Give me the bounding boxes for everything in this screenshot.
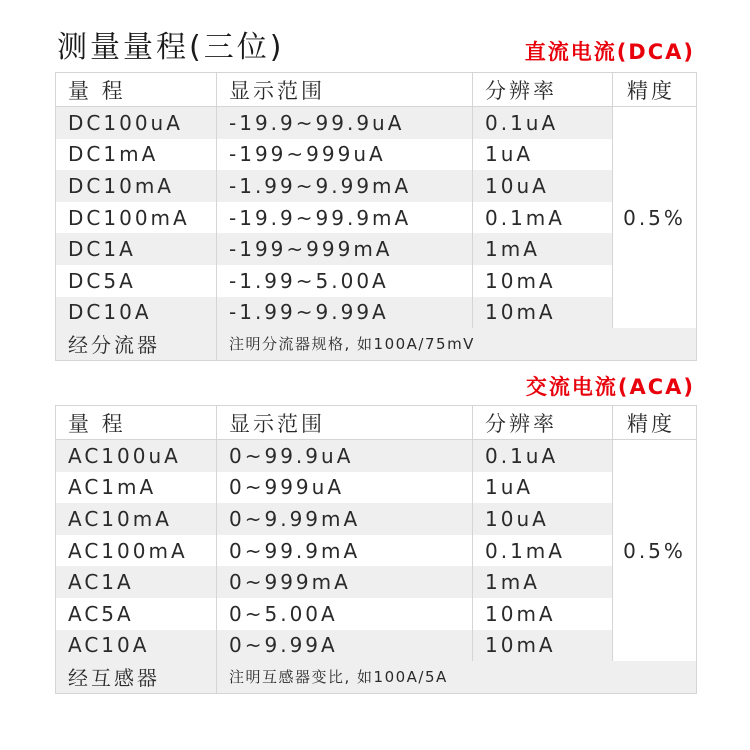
display-range-cell: 0~99.9uA bbox=[217, 440, 473, 472]
page-title: 测量量程(三位) bbox=[57, 30, 285, 65]
resolution-cell: 10uA bbox=[473, 170, 613, 202]
range-cell: AC5A bbox=[68, 601, 134, 626]
table-header-row bbox=[56, 406, 697, 440]
range-cell: DC1A bbox=[56, 233, 217, 265]
resolution-cell: 0.1uA bbox=[473, 107, 613, 139]
footer-note: 注明互感器变比, 如100A/5A bbox=[217, 661, 697, 693]
range-cell: DC10A bbox=[56, 297, 217, 329]
range-cell: AC1mA bbox=[68, 475, 157, 500]
header-accuracy: 精度 bbox=[613, 73, 697, 107]
ac-section-title: 交流电流(ACA) bbox=[525, 375, 695, 399]
display-range-cell: 0~999uA bbox=[217, 472, 473, 504]
range-cell: DC5A bbox=[68, 268, 136, 293]
display-range-cell: 0~999mA bbox=[217, 566, 473, 598]
resolution-cell: 10mA bbox=[473, 598, 613, 630]
range-cell: DC1mA bbox=[68, 142, 159, 167]
table-row bbox=[56, 297, 697, 329]
table-row bbox=[56, 170, 697, 202]
resolution-cell: 1mA bbox=[473, 233, 613, 265]
accuracy-cell: 0.5% bbox=[613, 440, 697, 662]
table-row bbox=[56, 535, 697, 567]
header-accuracy: 精度 bbox=[613, 406, 697, 440]
display-range-cell: -199~999uA bbox=[217, 139, 473, 171]
resolution-cell: 10uA bbox=[473, 503, 613, 535]
resolution-cell: 10mA bbox=[473, 297, 613, 329]
table-row bbox=[56, 598, 697, 630]
table-row bbox=[56, 139, 697, 171]
table-row bbox=[56, 440, 697, 472]
display-range-cell: -1.99~9.99mA bbox=[217, 170, 473, 202]
display-range-cell: 0~5.00A bbox=[217, 598, 473, 630]
resolution-cell: 1uA bbox=[473, 139, 613, 171]
resolution-cell: 1uA bbox=[473, 472, 613, 504]
table-row bbox=[56, 265, 697, 297]
range-cell: AC10A bbox=[56, 630, 217, 662]
range-cell: DC100mA bbox=[68, 205, 190, 230]
display-range-cell: -1.99~9.99A bbox=[217, 297, 473, 329]
resolution-cell: 10mA bbox=[473, 265, 613, 297]
table-footer-row bbox=[56, 661, 697, 693]
table-row bbox=[56, 107, 697, 139]
table-row bbox=[56, 233, 697, 265]
header-range: 量 程 bbox=[56, 406, 217, 440]
table-row bbox=[56, 566, 697, 598]
table-header-row bbox=[56, 73, 697, 107]
display-range-cell: 0~9.99A bbox=[217, 630, 473, 662]
table-footer-row bbox=[56, 328, 697, 360]
header-range: 量 程 bbox=[56, 73, 217, 107]
range-cell: DC10mA bbox=[56, 170, 217, 202]
dc-current-table bbox=[55, 72, 697, 361]
range-cell: DC100uA bbox=[56, 107, 217, 139]
dc-section-title: 直流电流(DCA) bbox=[524, 40, 695, 64]
header-resolution: 分辨率 bbox=[473, 73, 613, 107]
display-range-cell: -1.99~5.00A bbox=[217, 265, 473, 297]
display-range-cell: -199~999mA bbox=[217, 233, 473, 265]
display-range-cell: 0~9.99mA bbox=[217, 503, 473, 535]
resolution-cell: 0.1mA bbox=[473, 535, 613, 567]
display-range-cell: -19.9~99.9uA bbox=[217, 107, 473, 139]
resolution-cell: 1mA bbox=[473, 566, 613, 598]
table-row bbox=[56, 472, 697, 504]
range-cell: AC100mA bbox=[68, 538, 188, 563]
header-resolution: 分辨率 bbox=[473, 406, 613, 440]
table-row bbox=[56, 503, 697, 535]
ac-current-table bbox=[55, 405, 697, 694]
table-row bbox=[56, 630, 697, 662]
table-row bbox=[56, 202, 697, 234]
footer-label: 经互感器 bbox=[56, 661, 217, 693]
header-display-range: 显示范围 bbox=[217, 73, 473, 107]
range-cell: AC10mA bbox=[56, 503, 217, 535]
display-range-cell: 0~99.9mA bbox=[217, 535, 473, 567]
resolution-cell: 0.1uA bbox=[473, 440, 613, 472]
footer-note: 注明分流器规格, 如100A/75mV bbox=[217, 328, 697, 360]
range-cell: AC100uA bbox=[56, 440, 217, 472]
resolution-cell: 10mA bbox=[473, 630, 613, 662]
accuracy-cell: 0.5% bbox=[613, 107, 697, 329]
display-range-cell: -19.9~99.9mA bbox=[217, 202, 473, 234]
header-display-range: 显示范围 bbox=[217, 406, 473, 440]
resolution-cell: 0.1mA bbox=[473, 202, 613, 234]
range-cell: AC1A bbox=[56, 566, 217, 598]
footer-label: 经分流器 bbox=[56, 328, 217, 360]
